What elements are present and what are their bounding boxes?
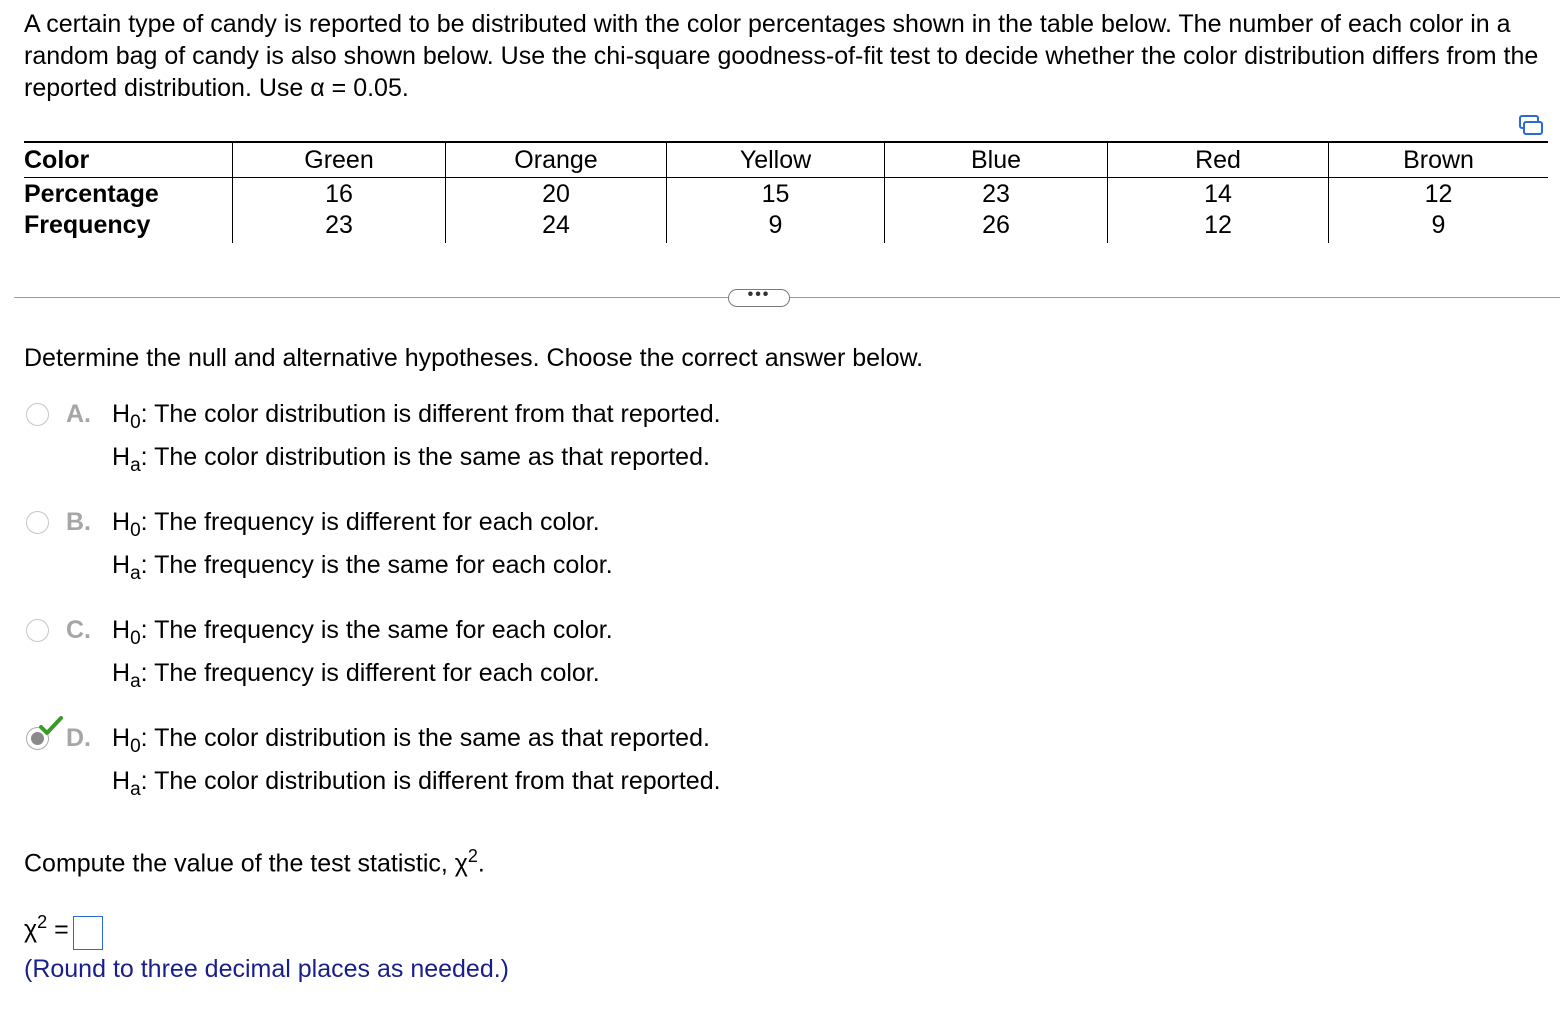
data-table bbox=[24, 141, 1548, 243]
color-cell: Yellow bbox=[667, 142, 885, 178]
test-statistic-prompt: Compute the value of the test statistic, $\chi^2$. bbox=[24, 846, 485, 878]
color-cell: Blue bbox=[885, 142, 1108, 178]
color-cell: Green bbox=[233, 142, 446, 178]
option-letter: C. bbox=[66, 616, 91, 644]
rounding-hint: (Round to three decimal places as needed.) bbox=[24, 955, 510, 983]
alternative-hypothesis: $H_a$: The color distribution is different from that reported. bbox=[112, 767, 721, 800]
table-row-color bbox=[24, 142, 1548, 178]
chi-square-equation bbox=[24, 912, 103, 950]
frequency-cell: 23 bbox=[233, 211, 446, 243]
radio-option-c[interactable] bbox=[26, 619, 49, 642]
frequency-cell: 9 bbox=[667, 211, 885, 243]
chi-square-label: $\chi^2$ = bbox=[24, 912, 69, 944]
table-row-percentage bbox=[24, 178, 1548, 212]
more-dots-icon: ••• bbox=[747, 286, 771, 303]
expand-more-button[interactable] bbox=[728, 286, 790, 307]
check-icon bbox=[38, 715, 64, 737]
percentage-cell: 23 bbox=[885, 178, 1108, 212]
row-label-percentage: Percentage bbox=[24, 180, 159, 208]
frequency-cell: 12 bbox=[1108, 211, 1329, 243]
copy-icon[interactable] bbox=[1518, 114, 1544, 136]
null-hypothesis: $H_0$: The frequency is the same for each color. bbox=[112, 616, 613, 649]
null-hypothesis: $H_0$: The frequency is different for each color. bbox=[112, 508, 600, 541]
radio-option-b[interactable] bbox=[26, 511, 49, 534]
null-hypothesis: $H_0$: The color distribution is the same as that reported. bbox=[112, 724, 710, 757]
option-c-text bbox=[112, 609, 613, 695]
frequency-cell: 24 bbox=[446, 211, 667, 243]
color-cell: Red bbox=[1108, 142, 1329, 178]
alternative-hypothesis: $H_a$: The frequency is different for each color. bbox=[112, 659, 600, 692]
frequency-cell: 26 bbox=[885, 211, 1108, 243]
table-row-frequency bbox=[24, 211, 1548, 243]
option-a-text bbox=[112, 393, 721, 479]
color-cell: Orange bbox=[446, 142, 667, 178]
option-letter: A. bbox=[66, 400, 91, 428]
color-cell: Brown bbox=[1329, 142, 1549, 178]
frequency-cell: 9 bbox=[1329, 211, 1549, 243]
alternative-hypothesis: $H_a$: The color distribution is the same as that reported. bbox=[112, 443, 710, 476]
option-b[interactable] bbox=[26, 501, 786, 587]
option-b-text bbox=[112, 501, 613, 587]
percentage-cell: 12 bbox=[1329, 178, 1549, 212]
option-d[interactable] bbox=[26, 717, 786, 803]
null-hypothesis: $H_0$: The color distribution is different from that reported. bbox=[112, 400, 721, 433]
option-letter: D. bbox=[66, 724, 91, 752]
percentage-cell: 20 bbox=[446, 178, 667, 212]
row-label-color: Color bbox=[24, 142, 233, 178]
percentage-cell: 16 bbox=[233, 178, 446, 212]
radio-option-a[interactable] bbox=[26, 403, 49, 426]
hypotheses-prompt: Determine the null and alternative hypotheses. Choose the correct answer below. bbox=[24, 344, 924, 372]
percentage-cell: 15 bbox=[667, 178, 885, 212]
chi-square-answer-input[interactable] bbox=[73, 916, 103, 950]
option-a[interactable] bbox=[26, 393, 786, 479]
option-d-text bbox=[112, 717, 721, 803]
alternative-hypothesis: $H_a$: The frequency is the same for each color. bbox=[112, 551, 613, 584]
problem-statement: A certain type of candy is reported to be distributed with the color percentages shown in the table below. The number of each color in a random bag of candy is also shown below. Use the chi-square goodness-of-fit test to decide whether the color distribution differs from the reported distribution. Use α = 0.05. bbox=[24, 10, 1539, 102]
percentage-cell: 14 bbox=[1108, 178, 1329, 212]
option-letter: B. bbox=[66, 508, 91, 536]
row-label-frequency: Frequency bbox=[24, 211, 151, 239]
option-c[interactable] bbox=[26, 609, 786, 695]
